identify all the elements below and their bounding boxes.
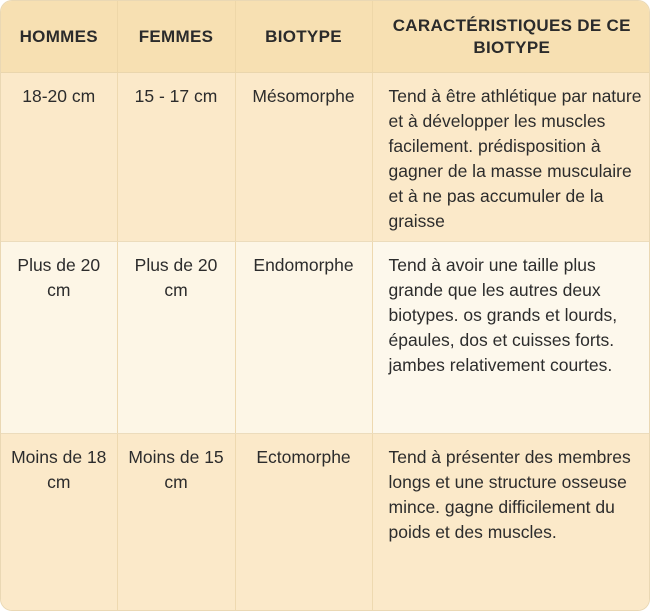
cell-biotype: Ectomorphe: [235, 434, 372, 611]
cell-men: 18-20 cm: [1, 73, 117, 242]
table-row: [1, 73, 650, 242]
cell-biotype: Endomorphe: [235, 242, 372, 434]
cell-men: Moins de 18 cm: [1, 434, 117, 611]
biotype-table: [1, 1, 650, 611]
table-row: [1, 242, 650, 434]
cell-men: Plus de 20 cm: [1, 242, 117, 434]
cell-biotype: Mésomorphe: [235, 73, 372, 242]
cell-characteristics: Tend à avoir une taille plus grande que les autres deux biotypes. os grands et lourds, épaules, dos et cuisses forts. jambes relativement courtes.: [372, 242, 650, 434]
cell-characteristics: Tend à présenter des membres longs et une structure osseuse mince. gagne difficilement du poids et des muscles.: [372, 434, 650, 611]
header-men: HOMMES: [1, 1, 117, 73]
table-body: [1, 73, 650, 611]
table-row: [1, 434, 650, 611]
cell-women: 15 - 17 cm: [117, 73, 235, 242]
header-characteristics: CARACTÉRISTIQUES DE CE BIOTYPE: [372, 1, 650, 73]
cell-characteristics: Tend à être athlétique par nature et à développer les muscles facilement. prédisposition à gagner de la masse musculaire et à ne pas accumuler de la graisse: [372, 73, 650, 242]
header-row: [1, 1, 650, 73]
cell-women: Moins de 15 cm: [117, 434, 235, 611]
header-women: FEMMES: [117, 1, 235, 73]
cell-women: Plus de 20 cm: [117, 242, 235, 434]
header-biotype: BIOTYPE: [235, 1, 372, 73]
table-header: [1, 1, 650, 73]
